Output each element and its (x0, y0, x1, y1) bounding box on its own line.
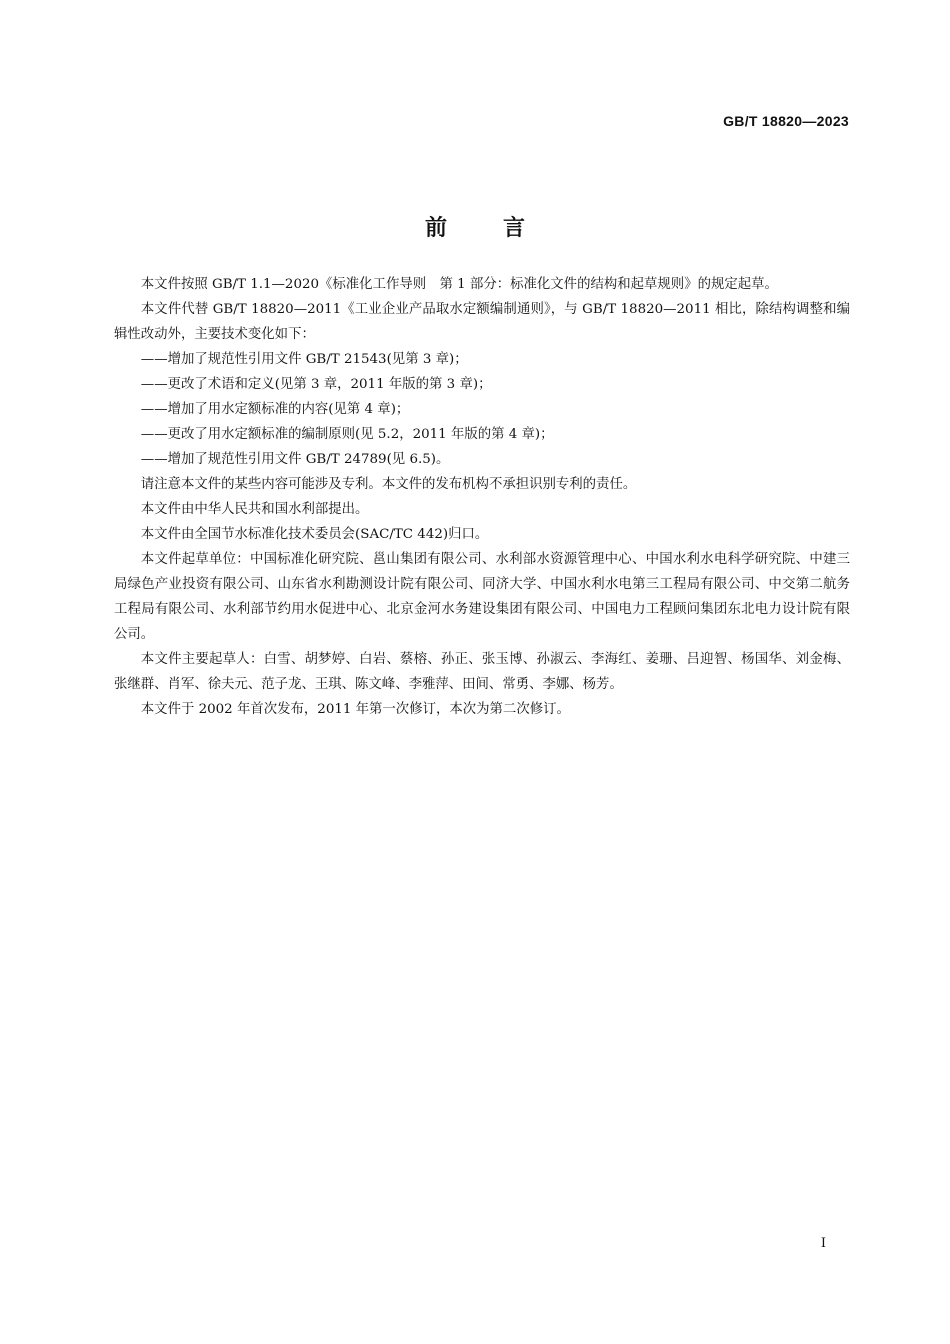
paragraph-drafters: 本文件主要起草人：白雪、胡梦婷、白岩、蔡榕、孙正、张玉博、孙淑云、李海红、姜珊、吕迎智、杨国华、刘金梅、张继群、肖军、徐夫元、范子龙、王琪、陈文峰、李雅萍、田间、常勇、李娜、杨芳。 (114, 652, 850, 692)
foreword-body (114, 272, 850, 722)
paragraph-committee: 本文件由全国节水标准化技术委员会(SAC/TC 442)归口。 (140, 527, 489, 542)
paragraph-drafting-units: 本文件起草单位：中国标准化研究院、邕山集团有限公司、水利部水资源管理中心、中国水利水电科学研究院、中建三局绿色产业投资有限公司、山东省水利勘测设计院有限公司、同济大学、中国水利水电第三工程局有限公司、中交第二航务工程局有限公司、水利部节约用水促进中心、北京金河水务建设集团有限公司、中国电力工程顾问集团东北电力设计院有限公司。 (114, 552, 850, 642)
page-title: 前言 (424, 215, 581, 241)
change-item: ——更改了用水定额标准的编制原则(见 5.2，2011 年版的第 4 章)； (140, 427, 554, 442)
paragraph-proposer: 本文件由中华人民共和国水利部提出。 (140, 502, 369, 517)
change-item: ——增加了用水定额标准的内容(见第 4 章)； (140, 402, 410, 417)
change-item: ——更改了术语和定义(见第 3 章，2011 年版的第 3 章)； (140, 377, 492, 392)
paragraph-patent-notice: 请注意本文件的某些内容可能涉及专利。本文件的发布机构不承担识别专利的责任。 (140, 477, 637, 492)
paragraph-history: 本文件于 2002 年首次发布，2011 年第一次修订，本次为第二次修订。 (140, 702, 570, 717)
standard-code: GB/T 18820—2023 (723, 113, 849, 129)
page-number: I (820, 1236, 826, 1251)
paragraph-drafting-rules: 本文件按照 GB/T 1.1—2020《标准化工作导则 第 1 部分：标准化文件的结构和起草规则》的规定起草。 (140, 277, 778, 292)
paragraph-replacement: 本文件代替 GB/T 18820—2011《工业企业产品取水定额编制通则》，与 GB/T 18820—2011 相比，除结构调整和编辑性改动外，主要技术变化如下： (114, 302, 850, 342)
change-item: ——增加了规范性引用文件 GB/T 24789(见 6.5)。 (140, 452, 450, 467)
change-item: ——增加了规范性引用文件 GB/T 21543(见第 3 章)； (140, 352, 468, 367)
